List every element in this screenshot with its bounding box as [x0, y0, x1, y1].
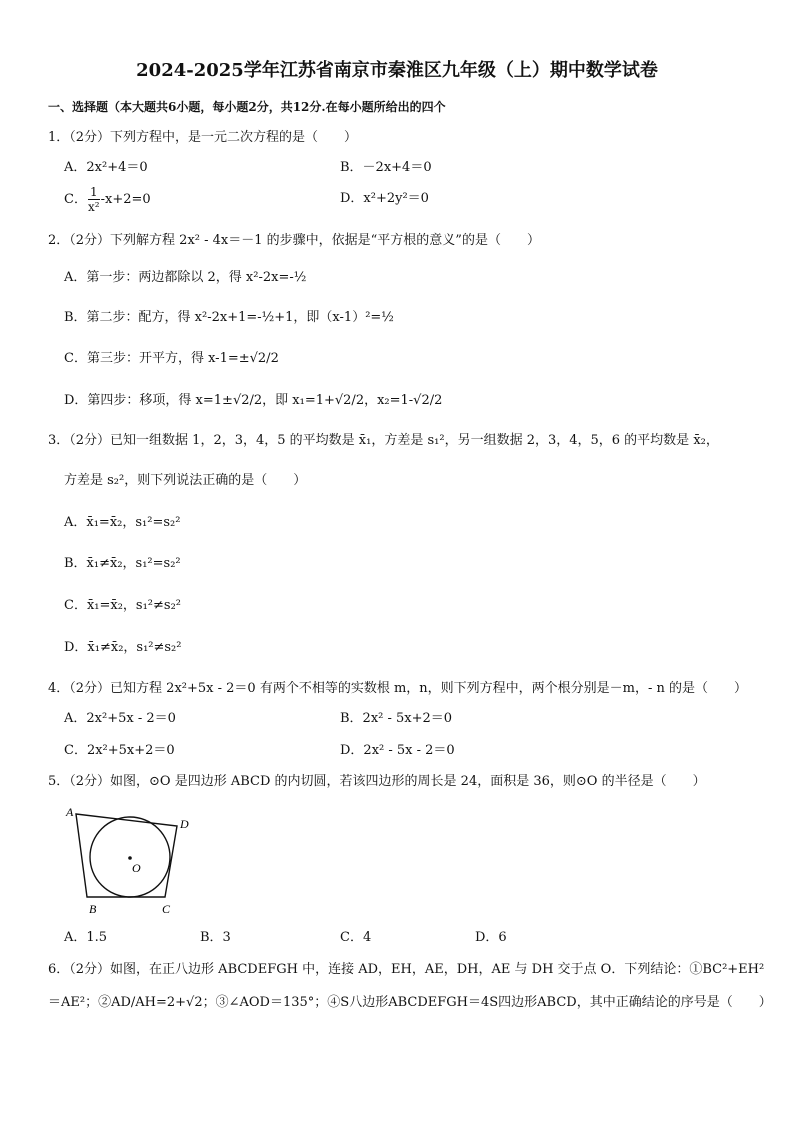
center-point — [128, 856, 132, 860]
question-3-option-a: A．x̄₁=x̄₂，s₁²=s₂² — [64, 515, 181, 530]
label-d: D — [180, 817, 189, 831]
question-4-option-a: A．2x²+5x - 2＝0 — [64, 711, 176, 726]
section-heading: 一、选择题（本大题共6小题，每小题2分，共12分.在每小题所给出的四个 — [48, 100, 446, 114]
question-1-option-a: A．2x²+4＝0 — [64, 160, 148, 175]
question-5-option-c: C．4 — [340, 930, 372, 945]
question-5-stem: 5．（2分）如图，⊙O 是四边形 ABCD 的内切圆，若该四边形的周长是 24，面积是 36，则⊙O 的半径是（ ） — [48, 774, 706, 789]
quadrilateral-incircle-figure — [60, 800, 200, 920]
question-1-option-b: B．－2x+4＝0 — [340, 160, 432, 175]
question-3-option-b: B．x̄₁≠x̄₂，s₁²=s₂² — [64, 556, 181, 571]
question-2-option-c: C．第三步：开平方，得 x-1=±√2/2 — [64, 351, 279, 366]
quadrilateral-abcd — [76, 814, 177, 897]
question-3-option-c: C．x̄₁=x̄₂，s₁²≠s₂² — [64, 598, 182, 613]
question-5-option-d: D．6 — [475, 930, 507, 945]
question-4-option-d: D．2x² - 5x - 2＝0 — [340, 743, 455, 758]
question-1-stem: 1．（2分）下列方程中，是一元二次方程的是（ ） — [48, 130, 358, 145]
label-c: C — [162, 902, 171, 916]
question-2-option-b: B．第二步：配方，得 x²-2x+1=-½+1，即（x-1）²=½ — [64, 310, 394, 325]
question-2-stem: 2．（2分）下列解方程 2x² - 4x＝－1 的步骤中，依据是“平方根的意义”的是（ ） — [48, 233, 540, 248]
question-1-option-c: C． $\frac{1}{\text{x²}}$ -x+2=0 — [64, 185, 151, 214]
page-title: 2024-2025学年江苏省南京市秦淮区九年级（上）期中数学试卷 — [136, 60, 658, 81]
question-6-stem-line1: 6．（2分）如图，在正八边形 ABCDEFGH 中，连接 AD，EH，AE，DH，AE 与 DH 交于点 O．下列结论：①BC²+EH² — [48, 962, 765, 977]
question-2-option-d: D．第四步：移项，得 x=1±√2/2，即 x₁=1+√2/2，x₂=1-√2/2 — [64, 393, 443, 408]
question-3-stem-line2: 方差是 s₂²，则下列说法正确的是（ ） — [64, 473, 307, 488]
label-a: A — [66, 805, 74, 819]
question-1-option-d: D．x²+2y²＝0 — [340, 191, 429, 206]
question-5-option-a: A．1.5 — [64, 930, 108, 945]
question-5-option-b: B．3 — [200, 930, 231, 945]
label-b: B — [89, 902, 97, 916]
label-o: O — [132, 861, 141, 875]
question-3-option-d: D．x̄₁≠x̄₂，s₁²≠s₂² — [64, 640, 182, 655]
question-4-option-b: B．2x² - 5x+2＝0 — [340, 711, 453, 726]
question-4-stem: 4．（2分）已知方程 2x²+5x - 2＝0 有两个不相等的实数根 m，n，则下列方程中，两个根分别是－m，- n 的是（ ） — [48, 681, 748, 696]
question-6-stem-line2: ＝AE²；②AD/AH=2+√2；③∠AOD＝135°；④S八边形ABCDEFGH＝4S四边形ABCD，其中正确结论的序号是（ ） — [48, 995, 772, 1010]
question-3-stem-line1: 3．（2分）已知一组数据 1，2，3，4，5 的平均数是 x̄₁，方差是 s₁²，另一组数据 2，3，4，5，6 的平均数是 x̄₂， — [48, 433, 719, 448]
question-4-option-c: C．2x²+5x+2＝0 — [64, 743, 175, 758]
question-2-option-a: A．第一步：两边都除以 2，得 x²-2x=-½ — [64, 270, 307, 285]
